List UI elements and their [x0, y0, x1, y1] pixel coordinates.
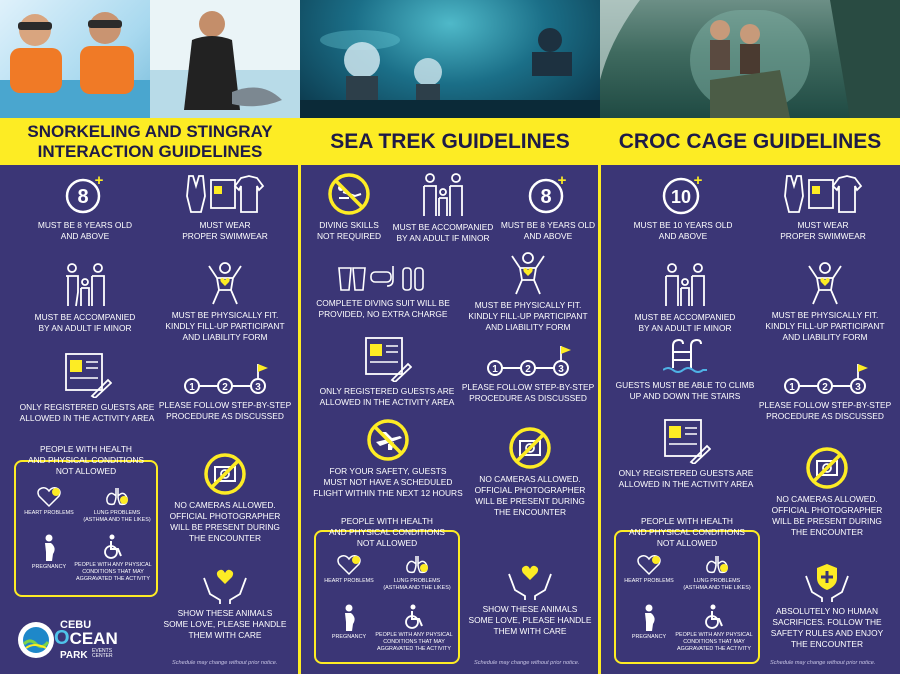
- croc-registered-rule: [612, 418, 760, 490]
- snorkel-swimwear-rule: [160, 172, 290, 242]
- snorkel-lung: LUNG PROBLEMS (ASTHMA AND THE LIKES): [80, 486, 154, 524]
- croc-fit-rule: [756, 260, 894, 343]
- adult-and-child-icon: [62, 262, 108, 308]
- svg-text:2: 2: [222, 382, 228, 393]
- snorkel-schedule-note: Schedule may change without prior notice.: [172, 660, 278, 666]
- croc-registered-caption: ONLY REGISTERED GUESTS ARE ALLOWED IN THE ACTIVITY AREA: [618, 468, 754, 489]
- no-flight-icon: [366, 418, 410, 462]
- wheelchair-icon: [100, 534, 126, 560]
- svg-text:+: +: [94, 172, 104, 189]
- age-8-plus-icon: [63, 172, 107, 216]
- physically-fit-icon: [508, 250, 548, 296]
- croc-heart: HEART PROBLEMS: [618, 554, 680, 585]
- seatrek-steps-caption: PLEASE FOLLOW STEP-BY-STEP PROCEDURE AS DISCUSSED: [461, 382, 595, 403]
- no-camera-icon: [508, 426, 552, 470]
- svg-text:3: 3: [855, 382, 861, 393]
- croc-lung: LUNG PROBLEMS (ASTHMA AND THE LIKES): [678, 554, 756, 592]
- seatrek-fit-caption: MUST BE PHYSICALLY FIT. KINDLY FILL-UP PARTICIPANT AND LIABILITY FORM: [468, 300, 588, 332]
- heart-problem-icon: [636, 554, 662, 576]
- wheelchair-icon: [701, 604, 727, 630]
- snorkel-health-title: PEOPLE WITH HEALTH AND PHYSICAL CONDITIONS NOT ALLOWED: [27, 444, 145, 476]
- seatrek-suit-rule: [306, 262, 460, 320]
- croc-cage-photo-illustration: [600, 0, 900, 118]
- croc-steps-rule: [756, 362, 894, 422]
- seatrek-heart: HEART PROBLEMS: [318, 554, 380, 585]
- seatrek-diving-caption: DIVING SKILLS NOT REQUIRED: [316, 220, 382, 241]
- seatrek-age-rule: [500, 172, 596, 242]
- logo-line-1: CEBU: [60, 619, 92, 631]
- croc-cage-photo: [600, 0, 900, 118]
- snorkel-adult-caption: MUST BE ACCOMPANIED BY AN ADULT IF MINOR: [34, 312, 136, 333]
- logo-o-letter: O: [54, 627, 70, 649]
- diving-suit-icon: [335, 262, 431, 294]
- svg-text:+: +: [557, 172, 567, 189]
- seatrek-flight-caption: FOR YOUR SAFETY, GUESTS MUST NOT HAVE A SCHEDULED FLIGHT WITHIN THE NEXT 12 HOURS: [313, 466, 463, 498]
- seatrek-flight-rule: [310, 418, 466, 499]
- svg-text:1: 1: [492, 364, 498, 375]
- wheelchair-icon: [401, 604, 427, 630]
- croc-swimwear-caption: MUST WEAR PROPER SWIMWEAR: [780, 220, 866, 241]
- seatrek-camera-caption: NO CAMERAS ALLOWED. OFFICIAL PHOTOGRAPHER WILL BE PRESENT DURING THE ENCOUNTER: [474, 474, 586, 517]
- snorkel-heart: HEART PROBLEMS: [18, 486, 80, 517]
- seatrek-steps-rule: [460, 344, 596, 404]
- snorkel-camera-rule: [160, 452, 290, 544]
- snorkel-fit-caption: MUST BE PHYSICALLY FIT. KINDLY FILL-UP PARTICIPANT AND LIABILITY FORM: [165, 310, 285, 342]
- step-by-step-icon: [485, 344, 571, 378]
- seatrek-photo: [300, 0, 600, 118]
- croc-safety-rule: [762, 562, 892, 650]
- column-divider-2: [598, 165, 601, 674]
- snorkel-steps-rule: [155, 362, 295, 422]
- snorkel-fit-rule: [160, 260, 290, 343]
- croc-pregnancy: PREGNANCY: [618, 604, 680, 641]
- seatrek-photo-illustration: [300, 0, 600, 118]
- logo-events: EVENTS: [92, 648, 113, 654]
- seatrek-diving-rule: [304, 172, 394, 242]
- pregnancy-icon: [339, 604, 359, 632]
- seatrek-adult-caption: MUST BE ACCOMPANIED BY AN ADULT IF MINOR: [392, 222, 494, 243]
- age-10-plus-icon: [660, 172, 706, 216]
- croc-health-title: PEOPLE WITH HEALTH AND PHYSICAL CONDITIONS NOT ALLOWED: [628, 516, 746, 548]
- adult-and-child-icon: [420, 172, 466, 218]
- step-by-step-icon: [782, 362, 868, 396]
- snorkeling-photo: [0, 0, 300, 118]
- croc-safety-caption: ABSOLUTELY NO HUMAN SACRIFICES. FOLLOW THE SAFETY RULES AND ENJOY THE ENCOUNTER: [770, 606, 884, 649]
- heart-problem-icon: [336, 554, 362, 576]
- croc-camera-caption: NO CAMERAS ALLOWED. OFFICIAL PHOTOGRAPHER WILL BE PRESENT DURING THE ENCOUNTER: [771, 494, 883, 537]
- pregnancy-icon: [639, 604, 659, 632]
- pool-ladder-icon: [663, 338, 707, 376]
- svg-text:8: 8: [77, 186, 89, 208]
- ocean-park-logo-icon: [16, 620, 56, 660]
- pregnancy-icon: [39, 534, 59, 562]
- step-by-step-icon: [182, 362, 268, 396]
- snorkel-age-rule: [20, 172, 150, 242]
- lung-problem-icon: [104, 486, 130, 508]
- registration-form-icon: [62, 352, 112, 398]
- svg-text:10: 10: [670, 187, 692, 207]
- seatrek-health-title: PEOPLE WITH HEALTH AND PHYSICAL CONDITIONS NOT ALLOWED: [328, 516, 446, 548]
- croc-stairs-caption: GUESTS MUST BE ABLE TO CLIMB UP AND DOWN THE STAIRS: [615, 380, 755, 401]
- registration-form-icon: [362, 336, 412, 382]
- caring-hands-icon: [507, 562, 553, 600]
- snorkeling-heading: SNORKELING AND STINGRAY INTERACTION GUIDELINES: [27, 121, 273, 161]
- croc-adult-rule: [618, 262, 752, 334]
- croc-adult-caption: MUST BE ACCOMPANIED BY AN ADULT IF MINOR: [634, 312, 736, 333]
- lung-problem-icon: [404, 554, 430, 576]
- physically-fit-icon: [205, 260, 245, 306]
- snorkel-love-caption: SHOW THESE ANIMALS SOME LOVE, PLEASE HANDLE THEM WITH CARE: [163, 608, 287, 640]
- seatrek-love-caption: SHOW THESE ANIMALS SOME LOVE, PLEASE HANDLE THEM WITH CARE: [468, 604, 592, 636]
- croc-age-caption: MUST BE 10 YEARS OLD AND ABOVE: [633, 220, 733, 241]
- svg-text:2: 2: [525, 364, 531, 375]
- croc-fit-caption: MUST BE PHYSICALLY FIT. KINDLY FILL-UP PARTICIPANT AND LIABILITY FORM: [765, 310, 885, 342]
- snorkeling-photo-illustration: [0, 0, 300, 118]
- seatrek-registered-caption: ONLY REGISTERED GUESTS ARE ALLOWED IN THE ACTIVITY AREA: [319, 386, 455, 407]
- registration-form-icon: [661, 418, 711, 464]
- svg-text:3: 3: [558, 364, 564, 375]
- snorkel-registered-caption: ONLY REGISTERED GUESTS ARE ALLOWED IN THE ACTIVITY AREA: [19, 402, 155, 423]
- adult-and-child-icon: [662, 262, 708, 308]
- physically-fit-icon: [805, 260, 845, 306]
- croc-camera-rule: [762, 446, 892, 538]
- svg-text:1: 1: [189, 382, 195, 393]
- snorkel-age-caption: MUST BE 8 YEARS OLD AND ABOVE: [37, 220, 133, 241]
- heart-problem-icon: [36, 486, 62, 508]
- svg-text:2: 2: [822, 382, 828, 393]
- svg-text:1: 1: [789, 382, 795, 393]
- croc-physical: PEOPLE WITH ANY PHYSICAL CONDITIONS THAT MAY AGGRAVATED THE ACTIVITY: [670, 604, 758, 653]
- seatrek-registered-rule: [314, 336, 460, 408]
- snorkel-physical: PEOPLE WITH ANY PHYSICAL CONDITIONS THAT MAY AGGRAVATED THE ACTIVITY: [70, 534, 156, 583]
- seatrek-suit-caption: COMPLETE DIVING SUIT WILL BE PROVIDED, NO EXTRA CHARGE: [316, 298, 450, 319]
- seatrek-heading: SEA TREK GUIDELINES: [330, 129, 570, 153]
- croc-stairs-rule: [612, 338, 758, 402]
- no-camera-icon: [805, 446, 849, 490]
- seatrek-camera-rule: [466, 426, 594, 518]
- snorkel-adult-rule: [20, 262, 150, 334]
- snorkel-love-rule: [160, 566, 290, 641]
- croc-steps-caption: PLEASE FOLLOW STEP-BY-STEP PROCEDURE AS DISCUSSED: [758, 400, 892, 421]
- seatrek-physical: PEOPLE WITH ANY PHYSICAL CONDITIONS THAT MAY AGGRAVATED THE ACTIVITY: [370, 604, 458, 653]
- no-diving-skills-icon: [327, 172, 371, 216]
- croc-swimwear-rule: [756, 172, 890, 242]
- snorkel-registered-rule: [16, 352, 158, 424]
- seatrek-fit-rule: [460, 250, 596, 333]
- svg-text:3: 3: [255, 382, 261, 393]
- logo-center: CENTER: [92, 653, 113, 659]
- croc-schedule-note: Schedule may change without prior notice.: [770, 660, 876, 666]
- logo-park: PARK: [60, 650, 88, 662]
- swimwear-icon: [781, 172, 865, 216]
- safety-shield-hands-icon: [804, 562, 850, 602]
- cebu-ocean-park-logo: [14, 616, 154, 668]
- snorkel-camera-caption: NO CAMERAS ALLOWED. OFFICIAL PHOTOGRAPHER WILL BE PRESENT DURING THE ENCOUNTER: [169, 500, 281, 543]
- column-divider-1: [298, 165, 301, 674]
- snorkel-steps-caption: PLEASE FOLLOW STEP-BY-STEP PROCEDURE AS DISCUSSED: [158, 400, 292, 421]
- no-camera-icon: [203, 452, 247, 496]
- seatrek-adult-rule: [388, 172, 498, 244]
- svg-text:+: +: [693, 172, 703, 189]
- seatrek-lung: LUNG PROBLEMS (ASTHMA AND THE LIKES): [378, 554, 456, 592]
- logo-line-2: CEAN: [69, 629, 118, 648]
- seatrek-pregnancy: PREGNANCY: [318, 604, 380, 641]
- croc-cage-heading: CROC CAGE GUIDELINES: [618, 129, 882, 153]
- swimwear-icon: [183, 172, 267, 216]
- caring-hands-icon: [202, 566, 248, 604]
- lung-problem-icon: [704, 554, 730, 576]
- svg-text:8: 8: [540, 186, 552, 208]
- age-8-plus-icon: [526, 172, 570, 216]
- seatrek-schedule-note: Schedule may change without prior notice.: [474, 660, 580, 666]
- seatrek-age-caption: MUST BE 8 YEARS OLD AND ABOVE: [500, 220, 596, 241]
- croc-age-rule: [618, 172, 748, 242]
- snorkel-pregnancy: PREGNANCY: [18, 534, 80, 571]
- seatrek-love-rule: [466, 562, 594, 637]
- snorkel-swimwear-caption: MUST WEAR PROPER SWIMWEAR: [182, 220, 268, 241]
